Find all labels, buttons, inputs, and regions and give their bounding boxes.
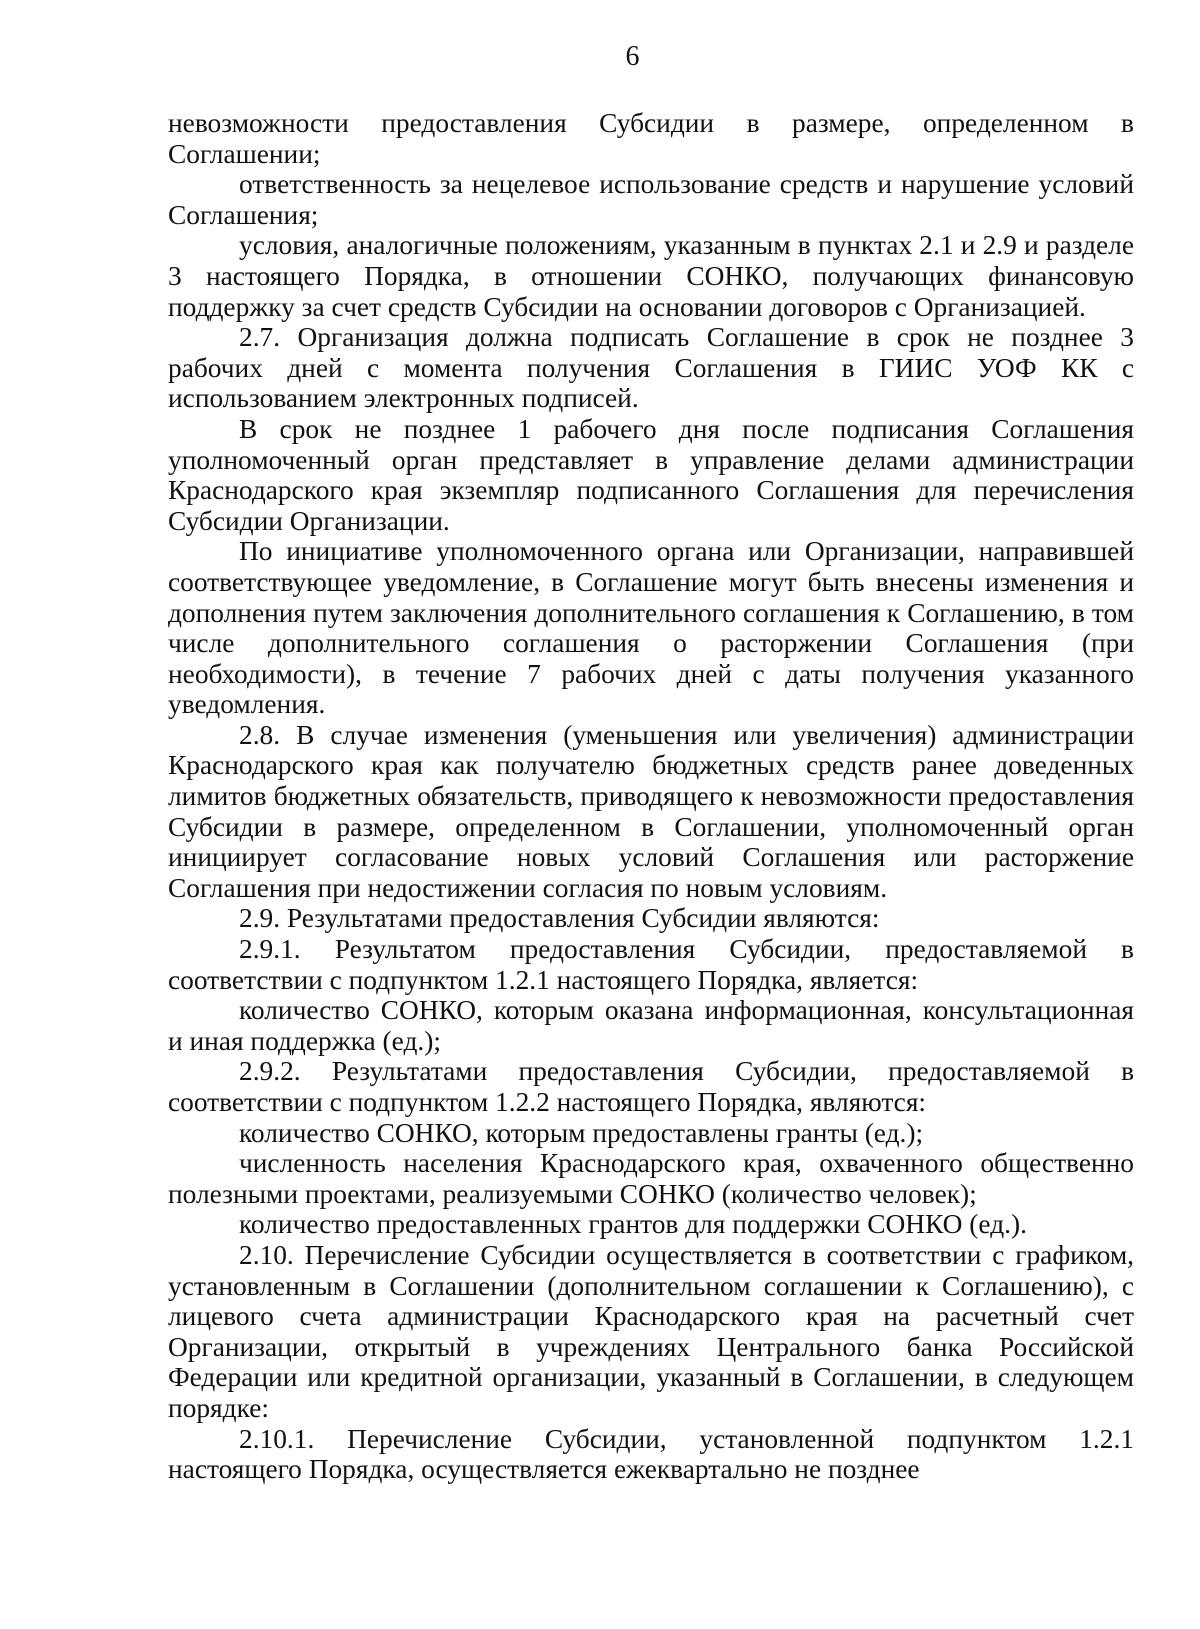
paragraph-result-grants: количество СОНКО, которым предоставлены гранты (ед.); <box>239 1117 924 1148</box>
document-body <box>168 108 1134 1485</box>
paragraph-2-9-1: 2.9.1. Результатом предоставления Субсидии, предоставляемой в соответствии с подпунктом 1.2.1 настоящего Порядка, является: <box>168 934 1134 995</box>
paragraph-2-10: 2.10. Перечисление Субсидии осуществляется в соответствии с графиком, установленным в Соглашении (дополнительном соглашении к Соглашению), с лицевого счета администрации Краснодарского края на расчетный счет Организации, открытый в учреждениях Центрального банка Российской Федерации или кредитной организации, указанный в Соглашении, в следующем порядке: <box>168 1239 1134 1423</box>
page-number: 6 <box>625 41 640 72</box>
paragraph-2-9: 2.9. Результатами предоставления Субсидии являются: <box>239 903 880 934</box>
paragraph-continuation: невозможности предоставления Субсидии в размере, определенном в Соглашении; <box>168 108 1134 169</box>
paragraph-2-7: 2.7. Организация должна подписать Соглашение в срок не позднее 3 рабочих дней с момента получения Соглашения в ГИИС УОФ КК с использованием электронных подписей. <box>168 322 1134 414</box>
paragraph-result-grant-count: количество предоставленных грантов для поддержки СОНКО (ед.). <box>239 1209 1027 1240</box>
paragraph-amendments: По инициативе уполномоченного органа или Организации, направившей соответствующее уведомление, в Соглашение могут быть внесены изменения и дополнения путем заключения дополнительного соглашения к Соглашению, в том числе дополнительного соглашения о расторжении Соглашения (при необходимости), в течение 7 рабочих дней с даты получения указанного уведомления. <box>168 536 1134 720</box>
paragraph-conditions: условия, аналогичные положениям, указанным в пунктах 2.1 и 2.9 и разделе 3 настоящего Порядка, в отношении СОНКО, получающих финансовую поддержку за счет средств Субсидии на основании договоров с Организацией. <box>168 230 1134 322</box>
paragraph-result-consulting: количество СОНКО, которым оказана информационная, консультационная и иная поддержка (ед.); <box>168 995 1134 1056</box>
paragraph-2-9-2: 2.9.2. Результатами предоставления Субсидии, предоставляемой в соответствии с подпунктом 1.2.2 настоящего Порядка, являются: <box>168 1056 1134 1117</box>
paragraph-2-10-1: 2.10.1. Перечисление Субсидии, установленной подпунктом 1.2.1 настоящего Порядка, осуществляется ежеквартально не позднее <box>168 1423 1134 1485</box>
paragraph-result-population: численность населения Краснодарского края, охваченного общественно полезными проектами, реализуемыми СОНКО (количество человек); <box>168 1148 1134 1209</box>
paragraph-2-8: 2.8. В случае изменения (уменьшения или увеличения) администрации Краснодарского края как получателю бюджетных средств ранее доведенных лимитов бюджетных обязательств, приводящего к невозможности предоставления Субсидии в размере, определенном в Соглашении, уполномоченный орган инициирует согласование новых условий Соглашения или расторжение Соглашения при недостижении согласия по новым условиям. <box>168 719 1134 903</box>
paragraph-responsibility: ответственность за нецелевое использование средств и нарушение условий Соглашения; <box>168 169 1134 230</box>
paragraph-signing-deadline: В срок не позднее 1 рабочего дня после подписания Соглашения уполномоченный орган представляет в управление делами администрации Краснодарского края экземпляр подписанного Соглашения для перечисления Субсидии Организации. <box>168 413 1134 536</box>
